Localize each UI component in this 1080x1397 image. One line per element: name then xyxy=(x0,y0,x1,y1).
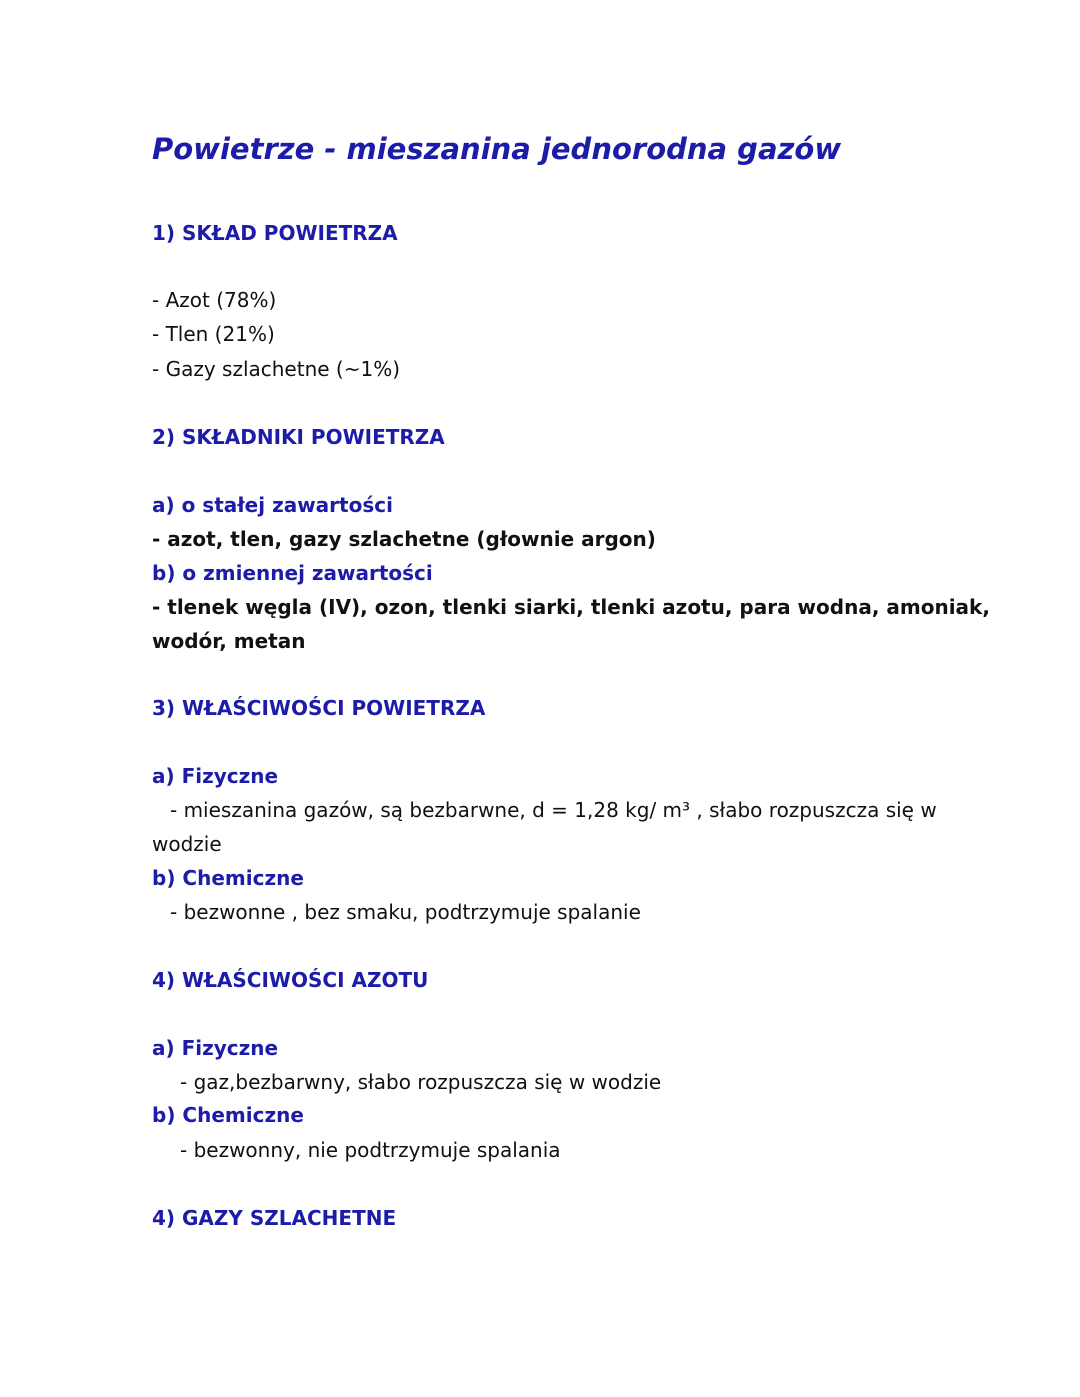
subsection-label: a) Fizyczne xyxy=(152,1036,279,1060)
list-item: - bezwonne , bez smaku, podtrzymuje spalanie xyxy=(170,900,641,924)
section-heading: 1) SKŁAD POWIETRZA xyxy=(152,221,398,245)
list-item: wodzie xyxy=(152,832,222,856)
list-item: - Azot (78%) xyxy=(152,288,277,312)
list-item: - Gazy szlachetne (~1%) xyxy=(152,357,400,381)
list-item: - mieszanina gazów, są bezbarwne, d = 1,28 kg/ m³ , słabo rozpuszcza się w xyxy=(170,798,937,822)
list-item: - azot, tlen, gazy szlachetne (głownie argon) xyxy=(152,527,656,551)
subsection-label: a) Fizyczne xyxy=(152,764,279,788)
subsection-label: b) Chemiczne xyxy=(152,1103,304,1127)
subsection-label: b) o zmiennej zawartości xyxy=(152,561,433,585)
section-heading: 4) GAZY SZLACHETNE xyxy=(152,1206,397,1230)
page-title: Powietrze - mieszanina jednorodna gazów xyxy=(152,132,842,166)
list-item: - bezwonny, nie podtrzymuje spalania xyxy=(180,1138,561,1162)
list-item: - tlenek węgla (IV), ozon, tlenki siarki, tlenki azotu, para wodna, amoniak, xyxy=(152,595,990,619)
section-heading: 3) WŁAŚCIWOŚCI POWIETRZA xyxy=(152,696,486,720)
list-item: - gaz,bezbarwny, słabo rozpuszcza się w wodzie xyxy=(180,1070,662,1094)
list-item: - Tlen (21%) xyxy=(152,322,275,346)
subsection-label: b) Chemiczne xyxy=(152,866,304,890)
section-heading: 2) SKŁADNIKI POWIETRZA xyxy=(152,425,445,449)
subsection-label: a) o stałej zawartości xyxy=(152,493,393,517)
section-heading: 4) WŁAŚCIWOŚCI AZOTU xyxy=(152,968,429,992)
list-item: wodór, metan xyxy=(152,629,306,653)
